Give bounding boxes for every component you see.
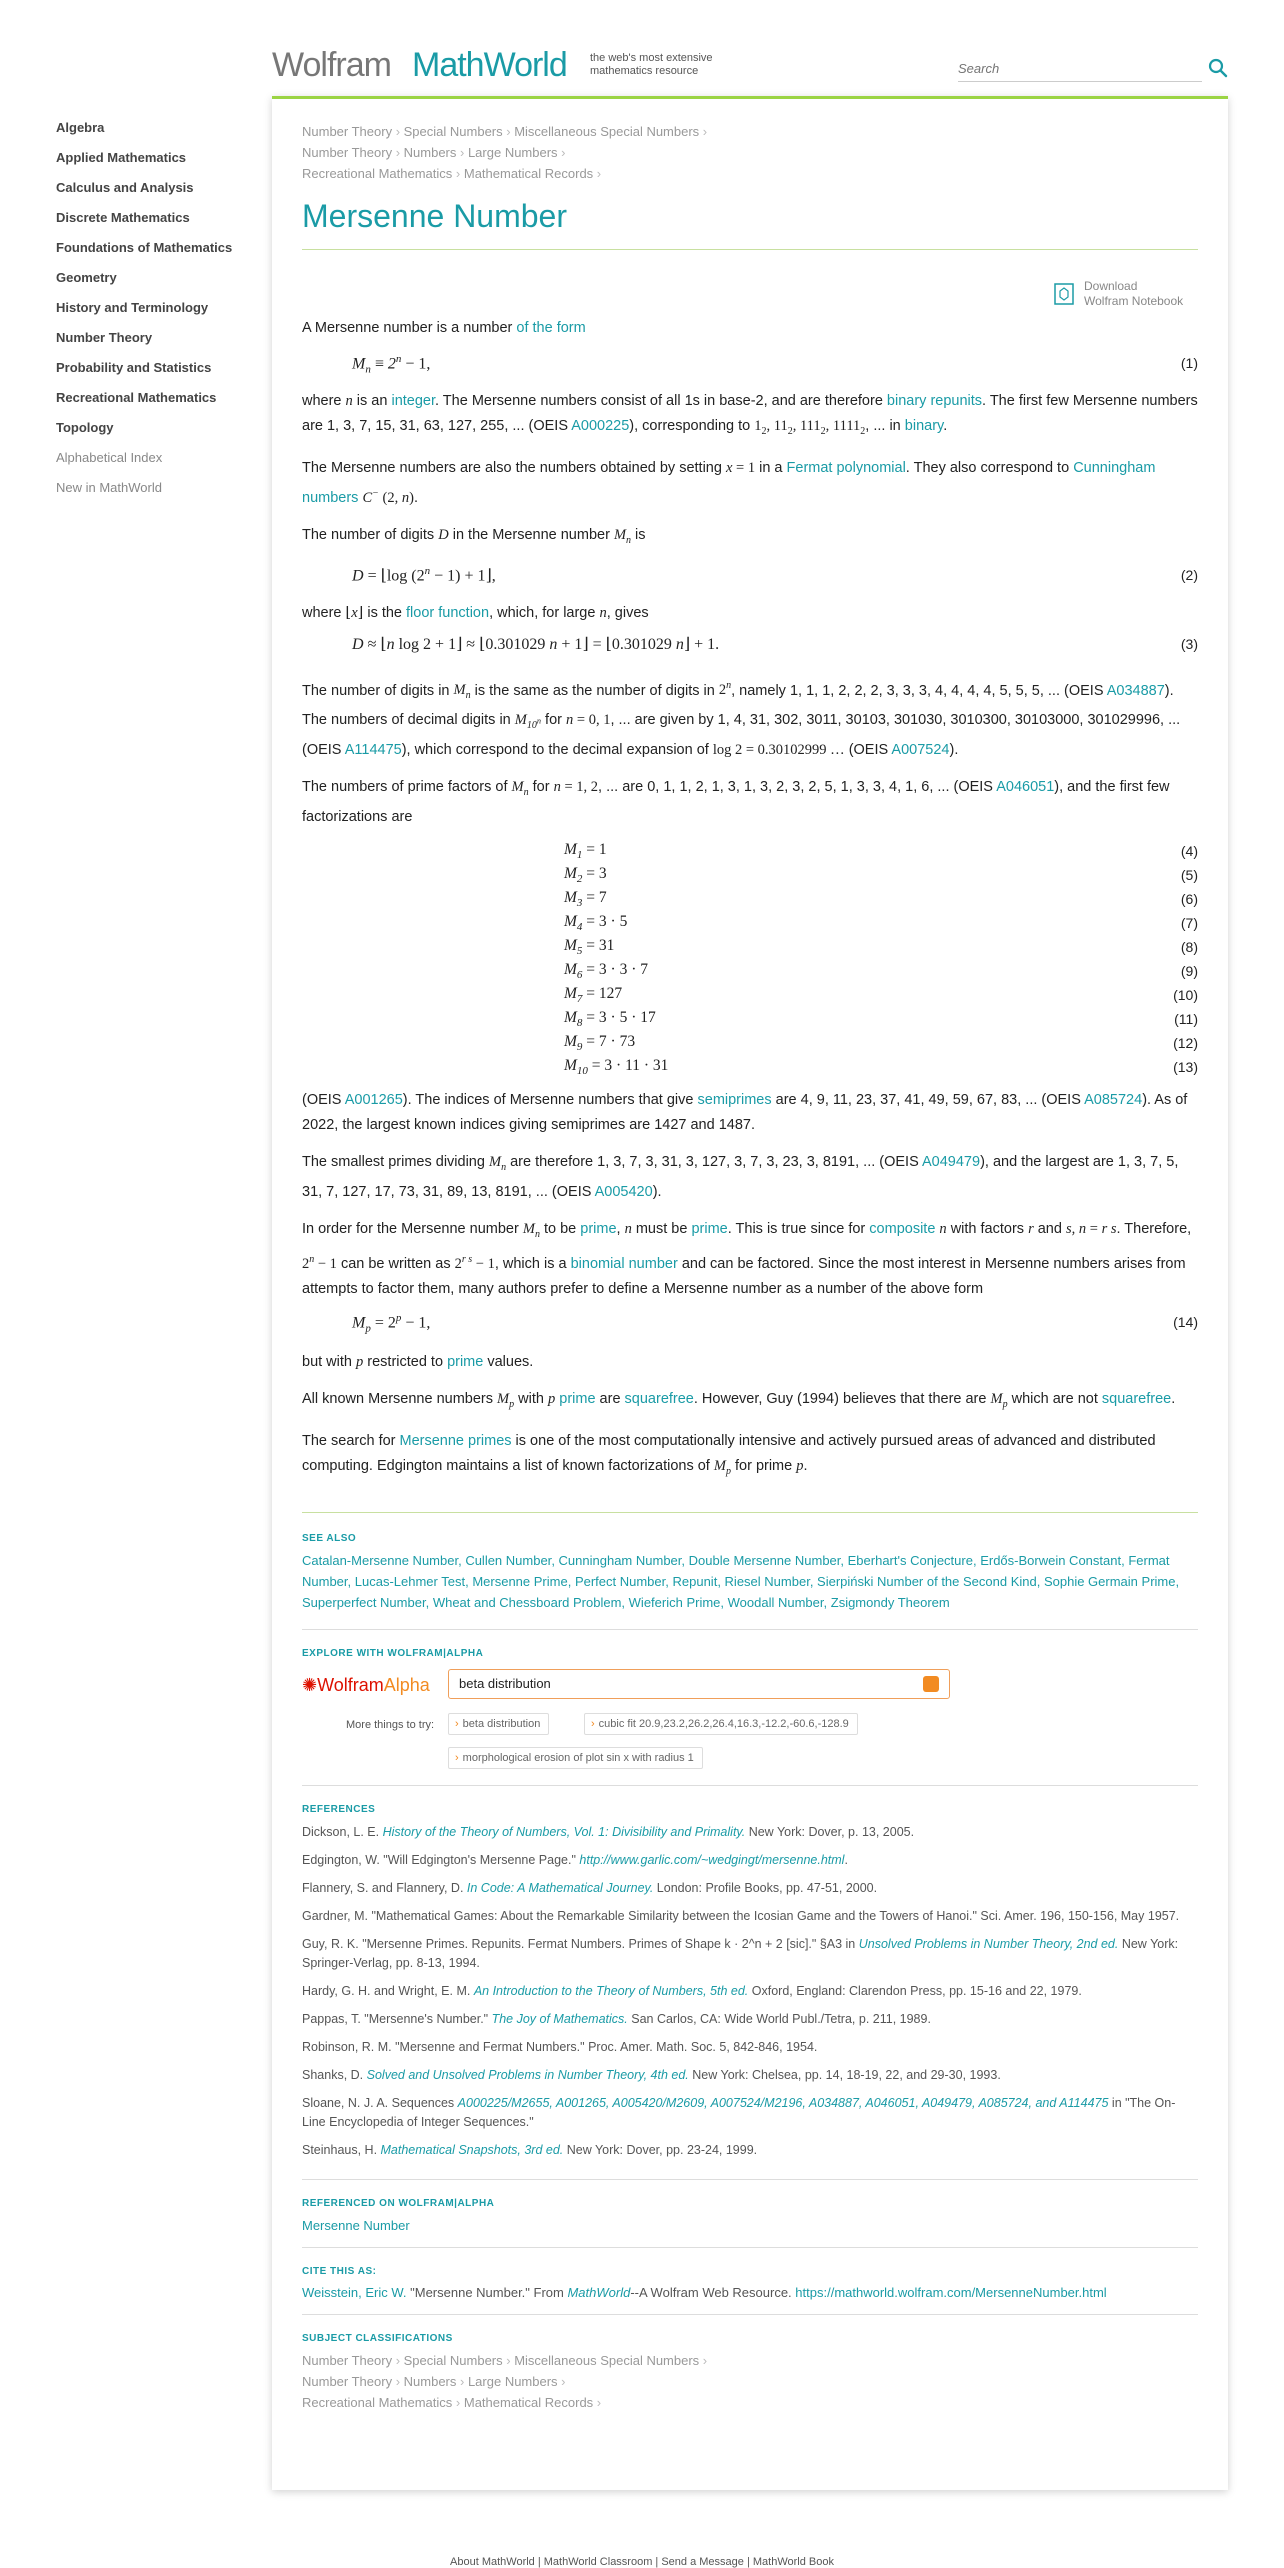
site-footer[interactable]: About MathWorld | MathWorld Classroom | Send a Message | MathWorld Book bbox=[450, 2556, 834, 2568]
paragraph: In order for the Mersenne number $M_n$ to be prime, n must be prime. This is true since for composite n with factors r and s, n = r s. Therefore, $2^n - 1$ can be written as $2^{r s} - 1$, which is a binomial number and can be factored. Since the most interest in Mersenne numbers arises from attempts to factor them, many authors prefer to define a Mersenne number as a number of the above form bbox=[302, 1221, 1192, 1297]
breadcrumb-link[interactable]: Large Numbers bbox=[467, 2373, 558, 2389]
factorization-list bbox=[302, 840, 1198, 1080]
sidebar-item-foundations[interactable]: Foundations of Mathematics bbox=[56, 240, 233, 255]
citation: Weisstein, Eric W. "Mersenne Number." From MathWorld--A Wolfram Web Resource. https://mathworld.wolfram.com/MersenneNumber.html bbox=[302, 2284, 1107, 2300]
reference-title-link[interactable]: The Joy of Mathematics. bbox=[491, 2011, 628, 2026]
referenced-heading: REFERENCED ON WOLFRAM|ALPHA bbox=[302, 2197, 495, 2209]
notebook-icon bbox=[1054, 283, 1074, 305]
equation-number: (6) bbox=[1180, 891, 1198, 908]
link-squarefree[interactable]: squarefree bbox=[1101, 1390, 1172, 1407]
try-suggestion-chip[interactable]: › beta distribution bbox=[448, 1713, 549, 1735]
reference-item: Edgington, W. "Will Edgington's Mersenne Page." http://www.garlic.com/~wedgingt/mersenne.html. bbox=[302, 1852, 848, 1867]
reference-title-link[interactable]: An Introduction to the Theory of Numbers, 5th ed. bbox=[473, 1983, 749, 1998]
breadcrumb-link[interactable]: Miscellaneous Special Numbers bbox=[514, 2352, 700, 2368]
factorization-row bbox=[302, 912, 1198, 936]
subject-heading: SUBJECT CLASSIFICATIONS bbox=[302, 2332, 453, 2344]
try-suggestion-chip[interactable]: › cubic fit 20.9,23.2,26.2,26.4,16.3,-12.2,-60.6,-128.9 bbox=[584, 1713, 858, 1735]
reference-title-link[interactable]: Solved and Unsolved Problems in Number Theory, 4th ed. bbox=[366, 2067, 689, 2082]
link-binary[interactable]: binary bbox=[904, 418, 944, 434]
link-cunningham-numbers[interactable]: Cunningham numbers bbox=[302, 459, 1156, 506]
factorization-row bbox=[302, 864, 1198, 888]
try-suggestion-chip[interactable]: › morphological erosion of plot sin x with radius 1 bbox=[448, 1747, 703, 1769]
permalink[interactable]: https://mathworld.wolfram.com/MersenneNumber.html bbox=[795, 2284, 1107, 2300]
see-also-link[interactable]: Sophie Germain Prime bbox=[1043, 1573, 1176, 1589]
paragraph: (OEIS A001265). The indices of Mersenne numbers that give semiprimes are 4, 9, 11, 23, 37, 41, 49, 59, 67, 83, ... (OEIS A085724). As of 2022, the largest known indices giving semiprimes are 1427 and 1487. bbox=[302, 1092, 1188, 1134]
factorization-equation: $M_3 = 7$ bbox=[564, 889, 607, 910]
link-oeis[interactable]: A007524 bbox=[891, 742, 950, 759]
sidebar-item-geometry[interactable]: Geometry bbox=[56, 270, 117, 285]
more-things-label: More things to try: bbox=[346, 1718, 435, 1731]
wolfram-alpha-logo[interactable]: ✺WolframAlpha bbox=[302, 1674, 430, 1695]
equation-number: (10) bbox=[1173, 987, 1198, 1004]
see-also-link[interactable]: Mersenne Prime bbox=[472, 1573, 568, 1589]
link-oeis[interactable]: A005420 bbox=[594, 1184, 653, 1200]
sidebar-item-number-theory[interactable]: Number Theory bbox=[56, 330, 153, 345]
search-icon[interactable] bbox=[1208, 58, 1228, 78]
breadcrumb-link[interactable]: Recreational Mathematics bbox=[302, 166, 453, 181]
see-also-link[interactable]: Perfect Number bbox=[574, 1573, 666, 1589]
link-oeis[interactable]: A046051 bbox=[996, 779, 1055, 796]
wolfram-alpha-search-box bbox=[448, 1669, 950, 1699]
factorization-row bbox=[302, 1032, 1198, 1056]
reference-item: Gardner, M. "Mathematical Games: About the Remarkable Similarity between the Icosian Game and the Towers of Hanoi." Sci. Amer. 196, 150-156, May 1957. bbox=[302, 1908, 1180, 1923]
see-also-link[interactable]: Sierpiński Number of the Second Kind bbox=[817, 1573, 1037, 1589]
link-oeis[interactable]: A049479 bbox=[922, 1154, 981, 1171]
paragraph: All known Mersenne numbers $M_p$ with p prime are squarefree. However, Guy (1994) believes that there are $M_p$ which are not squarefree. bbox=[302, 1390, 1176, 1410]
see-also-link[interactable]: Woodall Number bbox=[727, 1594, 824, 1610]
article-card bbox=[272, 96, 1228, 2490]
cite-heading: CITE THIS AS: bbox=[302, 2265, 377, 2277]
reference-item: Hardy, G. H. and Wright, E. M. An Introduction to the Theory of Numbers, 5th ed. Oxford, England: Clarendon Press, pp. 15-16 and 22, 1979. bbox=[302, 1983, 1082, 1998]
link-prime[interactable]: prime bbox=[691, 1221, 728, 1237]
link-fermat-polynomial[interactable]: Fermat polynomial bbox=[786, 459, 906, 476]
search-input[interactable] bbox=[958, 56, 1178, 80]
factorization-equation: $M_5 = 31$ bbox=[564, 937, 615, 958]
breadcrumb-link[interactable]: Special Numbers bbox=[403, 124, 503, 139]
reference-title-link[interactable]: History of the Theory of Numbers, Vol. 1: Divisibility and Primality. bbox=[382, 1824, 746, 1839]
see-also-link[interactable]: Wheat and Chessboard Problem bbox=[432, 1594, 622, 1610]
link-oeis[interactable]: A034887 bbox=[1106, 682, 1165, 699]
link-prime[interactable]: prime bbox=[580, 1221, 617, 1237]
see-also-list: Catalan-Mersenne Number, Cullen Number, Cunningham Number, Double Mersenne Number, Eberhart's Conjecture, Erdős-Borwein Constant, Fermat Number, Lucas-Lehmer Test, Mersenne Prime, Perfect Number, Repunit, Riesel Number, Sierpiński Number of the Second Kind, Sophie Germain Prime, Superperfect Number, Wheat and Chessboard Problem, Wieferich Prime, Woodall Number, Zsigmondy Theorem bbox=[302, 1552, 1180, 1610]
breadcrumb-link[interactable]: Special Numbers bbox=[403, 2352, 503, 2368]
factorization-row bbox=[302, 936, 1198, 960]
equation-14: $M_p = 2^p - 1$, (14) bbox=[352, 1311, 1198, 1335]
paragraph: A Mersenne number is a number of the form bbox=[302, 320, 586, 336]
factorization-row bbox=[302, 840, 1198, 864]
factorization-equation: $M_7 = 127$ bbox=[564, 985, 623, 1006]
link-oeis[interactable]: A000225 bbox=[571, 418, 630, 434]
reference-title-link[interactable]: In Code: A Mathematical Journey. bbox=[466, 1880, 654, 1895]
wolfram-alpha-input[interactable] bbox=[459, 1675, 899, 1693]
page-title: Mersenne Number bbox=[302, 198, 1198, 250]
factorization-row bbox=[302, 1056, 1198, 1080]
equation-3: D ≈ ⌊n log 2 + 1⌋ ≈ ⌊0.301029 n + 1⌋ = ⌊0.301029 n⌋ + 1. (3) bbox=[352, 635, 1198, 653]
logo-mathworld-text[interactable]: MathWorld bbox=[412, 46, 567, 84]
sidebar-item-history[interactable]: History and Terminology bbox=[56, 300, 209, 315]
see-also-link[interactable]: Eberhart's Conjecture bbox=[847, 1552, 973, 1568]
see-also-heading: SEE ALSO bbox=[302, 1532, 357, 1544]
sidebar-nav bbox=[56, 118, 276, 508]
breadcrumb-link[interactable]: Miscellaneous Special Numbers bbox=[514, 124, 700, 139]
paragraph: The number of digits D in the Mersenne number $M_n$ is bbox=[302, 526, 646, 546]
link-floor-function[interactable]: floor function bbox=[406, 604, 490, 621]
equation-number: (11) bbox=[1174, 1011, 1198, 1028]
link-of-the-form[interactable]: of the form bbox=[516, 320, 586, 336]
referenced-link[interactable]: Mersenne Number bbox=[302, 2217, 410, 2233]
link-oeis[interactable]: A085724 bbox=[1084, 1092, 1143, 1109]
paragraph: The numbers of prime factors of $M_n$ for n = 1, 2, ... are 0, 1, 1, 2, 1, 3, 1, 3, 2, 3, 2, 5, 1, 3, 3, 4, 1, 6, ... (OEIS A046051), and the first few factorizations are bbox=[302, 779, 1170, 826]
sidebar-item-algebra[interactable]: Algebra bbox=[56, 120, 105, 135]
equation-number: (13) bbox=[1173, 1059, 1198, 1076]
mathworld-link[interactable]: MathWorld bbox=[567, 2284, 631, 2300]
factorization-row bbox=[302, 888, 1198, 912]
see-also-link[interactable]: Repunit bbox=[672, 1573, 718, 1589]
breadcrumb-link[interactable]: Numbers bbox=[403, 145, 457, 160]
notebook-label-line1: Download bbox=[1084, 279, 1138, 293]
logo-wolfram-text[interactable]: Wolfram bbox=[272, 46, 391, 84]
article-content bbox=[302, 121, 1198, 2413]
reference-title-link[interactable]: http://www.garlic.com/~wedgingt/mersenne.html bbox=[579, 1852, 845, 1867]
factorization-equation: $M_4 = 3 \cdot 5$ bbox=[564, 913, 628, 934]
sidebar-item-alphabetical-index[interactable]: Alphabetical Index bbox=[56, 450, 163, 465]
see-also-link[interactable]: Catalan-Mersenne Number bbox=[302, 1552, 459, 1568]
equation-1: $M_n \equiv 2^n - 1$, (1) bbox=[352, 353, 1198, 376]
link-squarefree[interactable]: squarefree bbox=[624, 1390, 694, 1407]
paragraph: The Mersenne numbers are also the numbers obtained by setting x = 1 in a Fermat polynomial. They also correspond to Cunningham numbers C− (2, n). bbox=[302, 459, 1156, 506]
wolfram-alpha-star-icon: ✺ bbox=[302, 1674, 318, 1695]
breadcrumb-link[interactable]: Number Theory bbox=[302, 2373, 393, 2389]
reference-title-link[interactable]: Unsolved Problems in Number Theory, 2nd ed. bbox=[858, 1936, 1119, 1951]
breadcrumb-link[interactable]: Mathematical Records bbox=[463, 2394, 594, 2410]
link-integer[interactable]: integer bbox=[391, 393, 436, 409]
equation-number: (5) bbox=[1180, 867, 1198, 884]
wolfram-alpha-widget bbox=[302, 1675, 1198, 1785]
reference-title-link[interactable]: Mathematical Snapshots, 3rd ed. bbox=[380, 2142, 564, 2157]
wolfram-alpha-heading: EXPLORE WITH WOLFRAM|ALPHA bbox=[302, 1647, 484, 1659]
breadcrumb-link[interactable]: Large Numbers bbox=[467, 145, 558, 160]
reference-item: Robinson, R. M. "Mersenne and Fermat Numbers." Proc. Amer. Math. Soc. 5, 842-846, 1954. bbox=[302, 2039, 818, 2054]
see-also-link[interactable]: Zsigmondy Theorem bbox=[830, 1594, 950, 1610]
sidebar-item-applied-mathematics[interactable]: Applied Mathematics bbox=[56, 150, 187, 165]
paragraph: where n is an integer. The Mersenne numbers consist of all 1s in base-2, and are therefore binary repunits. The first few Mersenne numbers are 1, 3, 7, 15, 31, 63, 127, 255, ... (OEIS A000225), corresponding to $1_2$, $11_2$, $111_2$, $1111_2$, ... in binary. bbox=[302, 393, 1198, 437]
link-semiprimes[interactable]: semiprimes bbox=[697, 1092, 772, 1109]
paragraph: where ⌊x⌋ is the floor function, which, for large n, gives bbox=[302, 604, 649, 621]
breadcrumb-link[interactable]: Number Theory bbox=[302, 2352, 393, 2368]
see-also-link[interactable]: Cunningham Number bbox=[558, 1552, 682, 1568]
download-notebook-button[interactable] bbox=[1054, 279, 1204, 313]
see-also-link[interactable]: Erdős-Borwein Constant bbox=[980, 1552, 1122, 1568]
factorization-equation: $M_9 = 7 \cdot 73$ bbox=[564, 1033, 636, 1054]
paragraph: The number of digits in $M_n$ is the same as the number of digits in 2$^n$, namely 1, 1, 1, 2, 2, 2, 3, 3, 3, 4, 4, 4, 4, 5, 5, 5, ... (OEIS A034887). The numbers of decimal digits in $M_{10^n}$ for n = 0, 1, ... are given by 1, 4, 31, 302, 3011, 30103, 301030, 3010300, 30103000, 301029996, ... (OEIS A114475), which correspond to the decimal expansion of log 2 = 0.30102999 … (OEIS A007524). bbox=[302, 680, 1181, 759]
factorization-equation: $M_6 = 3 \cdot 3 \cdot 7$ bbox=[564, 961, 648, 982]
factorization-equation: $M_{10} = 3 \cdot 11 \cdot 31$ bbox=[564, 1057, 669, 1078]
references-list bbox=[302, 1823, 1198, 2160]
sidebar-item-recreational[interactable]: Recreational Mathematics bbox=[56, 390, 217, 405]
reference-item: Flannery, S. and Flannery, D. In Code: A Mathematical Journey. London: Profile Books, pp. 47-51, 2000. bbox=[302, 1880, 878, 1895]
equation-number: (4) bbox=[1180, 843, 1198, 860]
wolfram-alpha-submit-button[interactable] bbox=[923, 1676, 939, 1692]
see-also-link[interactable]: Fermat Number bbox=[302, 1552, 1170, 1589]
references-heading: REFERENCES bbox=[302, 1803, 376, 1815]
subject-breadcrumb: Number Theory › Special Numbers › Miscellaneous Special Numbers › Number Theory › Numbers › Large Numbers › Recreational Mathematics › Mathematical Records › bbox=[302, 2352, 708, 2410]
reference-title-link[interactable]: A000225/M2655, A001265, A005420/M2609, A007524/M2196, A034887, A046051, A049479, A085724, and A114475 bbox=[457, 2095, 1109, 2110]
link-composite[interactable]: composite bbox=[869, 1221, 936, 1237]
reference-item: Dickson, L. E. History of the Theory of Numbers, Vol. 1: Divisibility and Primality. New York: Dover, p. 13, 2005. bbox=[302, 1824, 915, 1839]
site-header bbox=[272, 46, 1230, 92]
factorization-row bbox=[302, 984, 1198, 1008]
see-also-link[interactable]: Wieferich Prime bbox=[628, 1594, 721, 1610]
breadcrumb-link[interactable]: Number Theory bbox=[302, 145, 393, 160]
reference-item: Pappas, T. "Mersenne's Number." The Joy of Mathematics. San Carlos, CA: Wide World Publ./Tetra, p. 211, 1989. bbox=[302, 2011, 931, 2026]
sidebar-item-new-in-mathworld[interactable]: New in MathWorld bbox=[56, 480, 162, 495]
reference-item: Shanks, D. Solved and Unsolved Problems in Number Theory, 4th ed. New York: Chelsea, pp. 14, 18-19, 22, and 29-30, 1993. bbox=[302, 2067, 1001, 2082]
breadcrumb-link[interactable]: Mathematical Records bbox=[463, 166, 594, 181]
link-binomial-number[interactable]: binomial number bbox=[570, 1255, 678, 1272]
reference-item: Guy, R. K. "Mersenne Primes. Repunits. Fermat Numbers. Primes of Shape k · 2^n + 2 [sic]." §A3 in Unsolved Problems in Number Theory, 2nd ed. New York: Springer-Verlag, pp. 8-13, 1994. bbox=[302, 1936, 1179, 1970]
reference-item: Steinhaus, H. Mathematical Snapshots, 3rd ed. New York: Dover, pp. 23-24, 1999. bbox=[302, 2142, 758, 2157]
sidebar-item-probability[interactable]: Probability and Statistics bbox=[56, 360, 212, 375]
see-also-link[interactable]: Riesel Number bbox=[724, 1573, 810, 1589]
equation-number: (12) bbox=[1173, 1035, 1198, 1052]
equation-number: (7) bbox=[1180, 915, 1198, 932]
breadcrumb: Number Theory › Special Numbers › Miscellaneous Special Numbers › Number Theory › Numbers › Large Numbers › Recreational Mathematics › Mathematical Records › bbox=[302, 124, 708, 181]
factorization-row bbox=[302, 960, 1198, 984]
breadcrumb-link[interactable]: Numbers bbox=[403, 2373, 457, 2389]
see-also-link[interactable]: Double Mersenne Number bbox=[688, 1552, 841, 1568]
paragraph: The smallest primes dividing $M_n$ are therefore 1, 3, 7, 3, 31, 3, 127, 3, 7, 3, 23, 3, 8191, ... (OEIS A049479), and the largest are 1, 3, 7, 5, 31, 7, 127, 17, 73, 31, 89, 13, 8191, ... (OEIS A005420). bbox=[302, 1154, 1179, 1200]
equation-2: D = ⌊log (2$^n$ − 1) + 1⌋, (2) bbox=[352, 564, 1198, 584]
see-also-link[interactable]: Superperfect Number bbox=[302, 1594, 426, 1610]
equation-number: (9) bbox=[1180, 963, 1198, 980]
author-link[interactable]: Weisstein, Eric W. bbox=[302, 2284, 407, 2300]
search-box bbox=[958, 56, 1202, 82]
paragraph: but with p restricted to prime values. bbox=[302, 1353, 534, 1370]
site-tagline: the web's most extensive mathematics resource bbox=[590, 52, 713, 77]
link-binary-repunits[interactable]: binary repunits bbox=[886, 393, 983, 409]
reference-item: Sloane, N. J. A. Sequences A000225/M2655, A001265, A005420/M2609, A007524/M2196, A034887, A046051, A049479, A085724, and A114475 in "The On-Line Encyclopedia of Integer Sequences." bbox=[302, 2095, 1176, 2129]
breadcrumb-link[interactable]: Recreational Mathematics bbox=[302, 2394, 453, 2410]
factorization-equation: $M_8 = 3 \cdot 5 \cdot 17$ bbox=[564, 1009, 656, 1030]
breadcrumb-link[interactable]: Number Theory bbox=[302, 124, 393, 139]
sidebar-item-topology[interactable]: Topology bbox=[56, 420, 114, 435]
see-also-link[interactable]: Lucas-Lehmer Test bbox=[354, 1573, 466, 1589]
link-mersenne-primes[interactable]: Mersenne primes bbox=[399, 1432, 512, 1449]
link-oeis[interactable]: A114475 bbox=[344, 742, 402, 759]
sidebar-item-calculus[interactable]: Calculus and Analysis bbox=[56, 180, 194, 195]
see-also-link[interactable]: Cullen Number bbox=[465, 1552, 552, 1568]
factorization-row bbox=[302, 1008, 1198, 1032]
factorization-equation: $M_1 = 1$ bbox=[564, 841, 607, 862]
notebook-label-line2: Wolfram Notebook bbox=[1084, 294, 1184, 308]
paragraph: The search for Mersenne primes is one of the most computationally intensive and actively pursued areas of advanced and distributed computing. Edgington maintains a list of known factorizations of $M_p$ for prime p. bbox=[302, 1432, 1156, 1477]
link-prime[interactable]: prime bbox=[447, 1353, 484, 1370]
factorization-equation: $M_2 = 3$ bbox=[564, 865, 607, 886]
sidebar-item-discrete-mathematics[interactable]: Discrete Mathematics bbox=[56, 210, 190, 225]
equation-number: (8) bbox=[1180, 939, 1198, 956]
link-prime[interactable]: prime bbox=[559, 1390, 596, 1407]
link-oeis[interactable]: A001265 bbox=[344, 1092, 403, 1109]
